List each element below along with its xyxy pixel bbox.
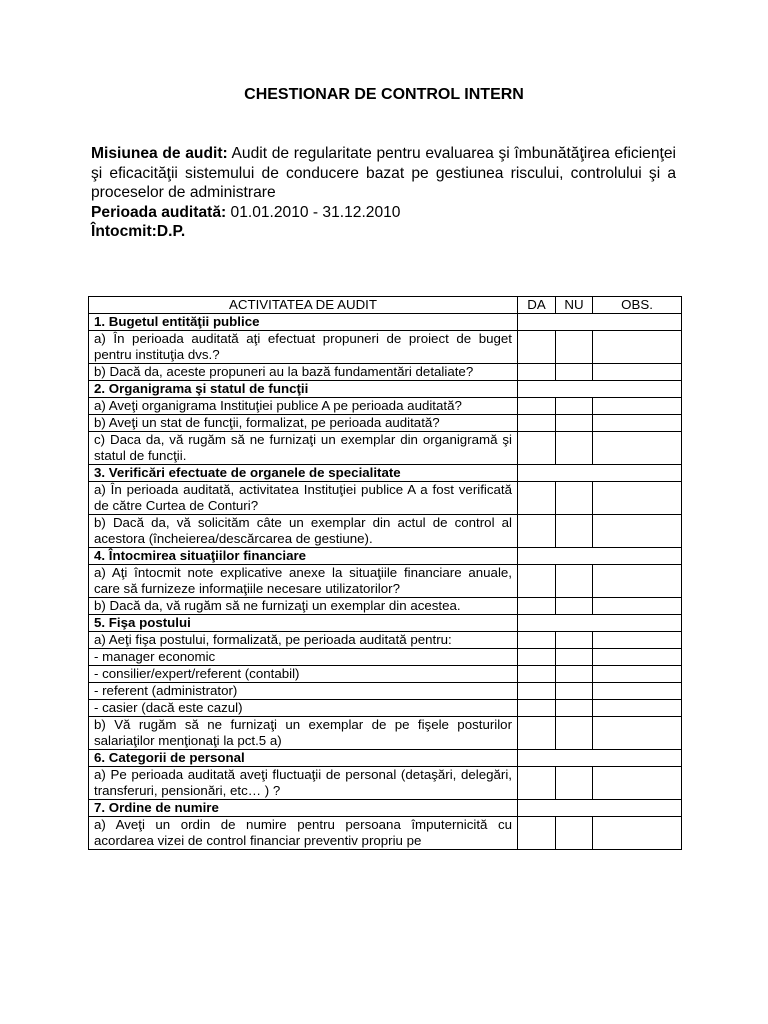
question-text: a) Aveţi un ordin de numire pentru persoana împuternicită cu acordarea vizei de control financiar preventiv propriu pe: [89, 817, 518, 850]
obs-cell[interactable]: [593, 717, 682, 750]
da-cell[interactable]: [518, 415, 556, 432]
obs-cell[interactable]: [593, 683, 682, 700]
question-row: [89, 432, 682, 465]
section-row: [89, 750, 682, 767]
section-answer-cell: [518, 465, 682, 482]
obs-cell[interactable]: [593, 632, 682, 649]
section-row: [89, 800, 682, 817]
author-line: [91, 222, 676, 242]
period-value: 01.01.2010 - 31.12.2010: [226, 203, 401, 221]
question-row: [89, 364, 682, 381]
question-row: [89, 683, 682, 700]
author-label: Întocmit:: [91, 223, 157, 240]
question-text: b) Vă rugăm să ne furnizaţi un exemplar de pe fişele posturilor salariaţilor menţionaţi la pct.5 a): [89, 717, 518, 750]
question-text: a) Aţi întocmit note explicative anexe la situaţiile financiare anuale, care să furnizeze informaţiile necesare utilizatorilor?: [89, 565, 518, 598]
da-cell[interactable]: [518, 482, 556, 515]
mission-block: [91, 144, 676, 242]
nu-cell[interactable]: [556, 432, 593, 465]
da-cell[interactable]: [518, 331, 556, 364]
obs-cell[interactable]: [593, 666, 682, 683]
nu-cell[interactable]: [556, 767, 593, 800]
nu-cell[interactable]: [556, 482, 593, 515]
period-line: [91, 203, 676, 223]
question-row: [89, 767, 682, 800]
header-obs: OBS.: [593, 297, 682, 314]
obs-cell[interactable]: [593, 565, 682, 598]
da-cell[interactable]: [518, 683, 556, 700]
question-row: [89, 598, 682, 615]
obs-cell[interactable]: [593, 398, 682, 415]
obs-cell[interactable]: [593, 598, 682, 615]
question-text: - consilier/expert/referent (contabil): [89, 666, 518, 683]
author-value: D.P.: [156, 223, 186, 240]
section-answer-cell: [518, 750, 682, 767]
da-cell[interactable]: [518, 565, 556, 598]
question-text: a) Pe perioada auditată aveţi fluctuaţii de personal (detaşări, delegări, transferuri, pensionări, etc… ) ?: [89, 767, 518, 800]
question-text: b) Aveţi un stat de funcţii, formalizat, pe perioada auditată?: [89, 415, 518, 432]
question-text: - casier (dacă este cazul): [89, 700, 518, 717]
section-answer-cell: [518, 314, 682, 331]
section-heading: 2. Organigrama şi statul de funcţii: [89, 381, 518, 398]
obs-cell[interactable]: [593, 649, 682, 666]
question-text: b) Dacă da, aceste propuneri au la bază fundamentări detaliate?: [89, 364, 518, 381]
question-row: [89, 717, 682, 750]
section-row: [89, 615, 682, 632]
document-title: CHESTIONAR DE CONTROL INTERN: [244, 86, 524, 103]
obs-cell[interactable]: [593, 817, 682, 850]
question-text: c) Daca da, vă rugăm să ne furnizaţi un exemplar din organigramă şi statul de funcţii.: [89, 432, 518, 465]
nu-cell[interactable]: [556, 666, 593, 683]
mission-text: Audit de regularitate pentru evaluarea şi îmbunătăţirea eficienţei şi eficacităţii sistemului de conducere bazat pe gestiunea riscului, controlului şi a proceselor de administrare: [91, 145, 676, 201]
da-cell[interactable]: [518, 817, 556, 850]
section-row: [89, 548, 682, 565]
section-answer-cell: [518, 800, 682, 817]
table-body: [89, 314, 682, 850]
header-activity: ACTIVITATEA DE AUDIT: [89, 297, 518, 314]
obs-cell[interactable]: [593, 432, 682, 465]
section-heading: 4. Întocmirea situaţiilor financiare: [89, 548, 518, 565]
question-text: - referent (administrator): [89, 683, 518, 700]
section-heading: 5. Fişa postului: [89, 615, 518, 632]
da-cell[interactable]: [518, 666, 556, 683]
obs-cell[interactable]: [593, 331, 682, 364]
obs-cell[interactable]: [593, 482, 682, 515]
da-cell[interactable]: [518, 432, 556, 465]
da-cell[interactable]: [518, 649, 556, 666]
da-cell[interactable]: [518, 632, 556, 649]
question-row: [89, 565, 682, 598]
period-label: Perioada auditată:: [91, 203, 227, 221]
question-row: [89, 632, 682, 649]
da-cell[interactable]: [518, 515, 556, 548]
section-answer-cell: [518, 548, 682, 565]
nu-cell[interactable]: [556, 515, 593, 548]
section-row: [89, 465, 682, 482]
nu-cell[interactable]: [556, 683, 593, 700]
obs-cell[interactable]: [593, 767, 682, 800]
nu-cell[interactable]: [556, 649, 593, 666]
mission-paragraph: [91, 144, 676, 203]
header-da: DA: [518, 297, 556, 314]
question-row: [89, 331, 682, 364]
table-header-row: [89, 297, 682, 314]
question-text: b) Dacă da, vă rugăm să ne furnizaţi un exemplar din acestea.: [89, 598, 518, 615]
obs-cell[interactable]: [593, 364, 682, 381]
section-heading: 1. Bugetul entităţii publice: [89, 314, 518, 331]
question-row: [89, 666, 682, 683]
nu-cell[interactable]: [556, 817, 593, 850]
nu-cell[interactable]: [556, 700, 593, 717]
nu-cell[interactable]: [556, 717, 593, 750]
question-row: [89, 398, 682, 415]
mission-label: Misiunea de audit:: [91, 145, 228, 162]
nu-cell[interactable]: [556, 331, 593, 364]
obs-cell[interactable]: [593, 415, 682, 432]
section-row: [89, 314, 682, 331]
section-heading: 3. Verificări efectuate de organele de specialitate: [89, 465, 518, 482]
question-text: a) În perioada auditată, activitatea Instituţiei publice A a fost verificată de către Curtea de Conturi?: [89, 482, 518, 515]
question-text: b) Dacă da, vă solicităm câte un exemplar din actul de control al acestora (încheierea/descărcarea de gestiune).: [89, 515, 518, 548]
section-answer-cell: [518, 381, 682, 398]
nu-cell[interactable]: [556, 398, 593, 415]
question-text: a) Aveţi organigrama Instituţiei publice A pe perioada auditată?: [89, 398, 518, 415]
question-row: [89, 700, 682, 717]
da-cell[interactable]: [518, 364, 556, 381]
da-cell[interactable]: [518, 700, 556, 717]
section-answer-cell: [518, 615, 682, 632]
section-heading: 7. Ordine de numire: [89, 800, 518, 817]
audit-questionnaire-table: [88, 296, 682, 850]
section-heading: 6. Categorii de personal: [89, 750, 518, 767]
question-row: [89, 415, 682, 432]
da-cell[interactable]: [518, 398, 556, 415]
question-row: [89, 817, 682, 850]
nu-cell[interactable]: [556, 598, 593, 615]
question-row: [89, 649, 682, 666]
question-row: [89, 482, 682, 515]
nu-cell[interactable]: [556, 632, 593, 649]
question-row: [89, 515, 682, 548]
da-cell[interactable]: [518, 598, 556, 615]
nu-cell[interactable]: [556, 415, 593, 432]
obs-cell[interactable]: [593, 515, 682, 548]
nu-cell[interactable]: [556, 364, 593, 381]
header-nu: NU: [556, 297, 593, 314]
question-text: a) În perioada auditată aţi efectuat propuneri de proiect de buget pentru instituţia dvs.?: [89, 331, 518, 364]
question-text: a) Aeţi fişa postului, formalizată, pe perioada auditată pentru:: [89, 632, 518, 649]
da-cell[interactable]: [518, 767, 556, 800]
question-text: - manager economic: [89, 649, 518, 666]
nu-cell[interactable]: [556, 565, 593, 598]
obs-cell[interactable]: [593, 700, 682, 717]
section-row: [89, 381, 682, 398]
da-cell[interactable]: [518, 717, 556, 750]
